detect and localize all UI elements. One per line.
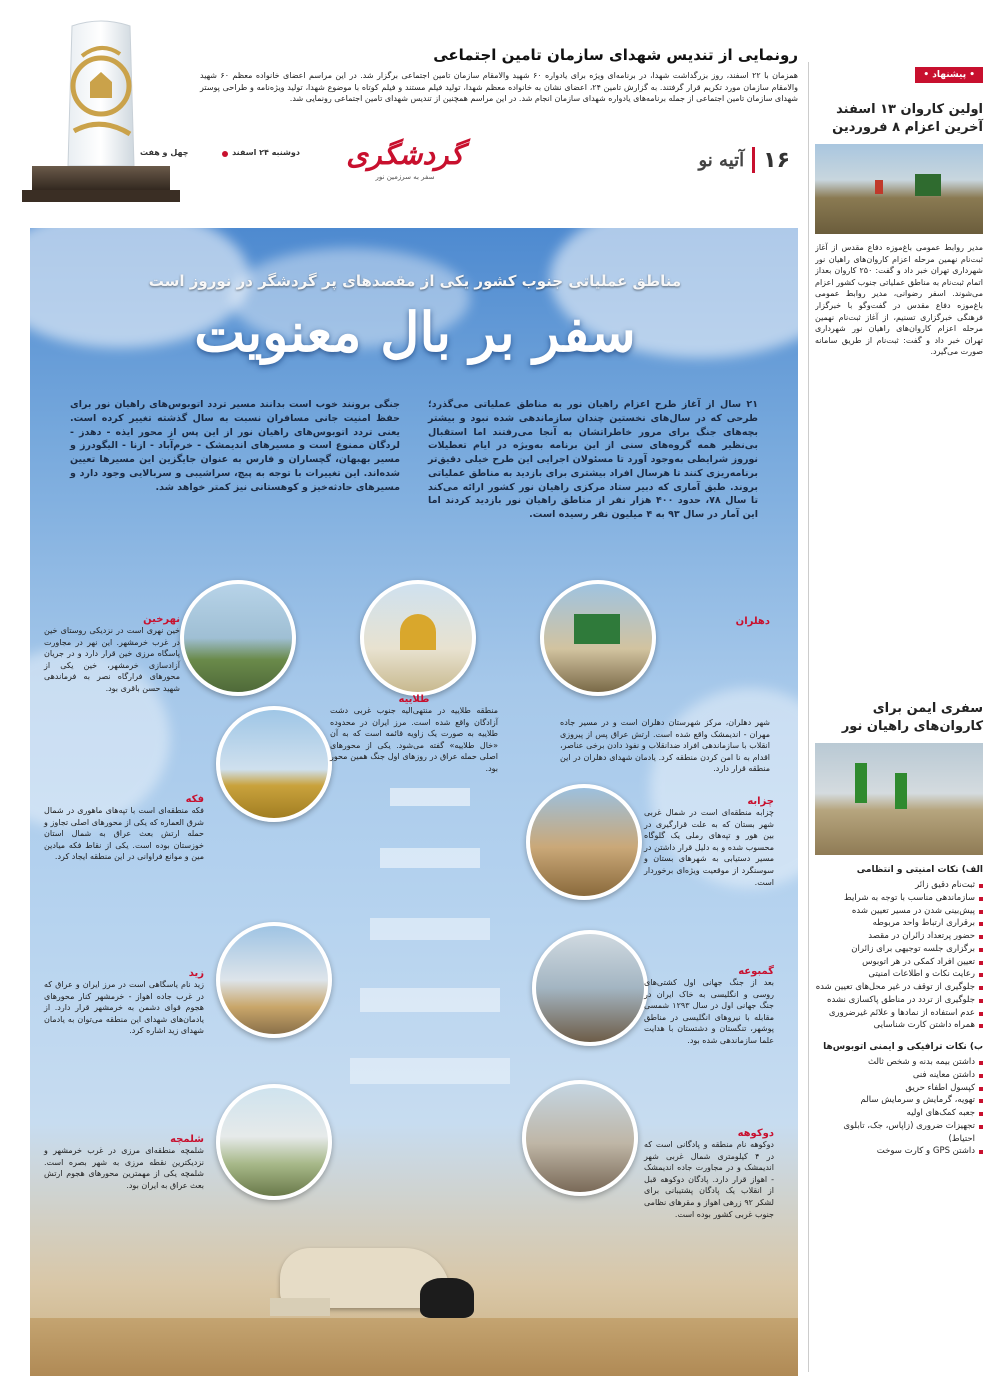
sidebar-tag-label: پیشنهاد [932, 70, 967, 80]
place-text: خین نهری است در نزدیکی روستای خین در غرب خرمشهر. این نهر در مجاورت پاسگاه مرزی خین قرار دارد و در جریان آزادسازی خرمشهر، خین یکی از محورهای فرارگاه نصر به فرماندهی شهید حسن باقری بود. [44, 626, 180, 693]
masthead-title: گردشگری [346, 138, 464, 171]
top-headline: رونمایی از تندیس شهدای سازمان تامین اجتماعی [433, 46, 798, 64]
photo-fakkeh [216, 706, 332, 822]
place-talaieh [330, 694, 498, 775]
list-item: ثبت‌نام دقیق زائر [815, 879, 983, 892]
feature-poster [30, 228, 798, 1376]
place-name: طلاییه [398, 694, 430, 705]
place-dokouheh [644, 1128, 774, 1220]
photo-gambooeh [532, 930, 648, 1046]
photo-talaieh [360, 580, 476, 696]
sidebar-tag: • پیشنهاد • [915, 67, 983, 83]
list-a [815, 879, 983, 1032]
poster-kicker: مناطق عملیاتی جنوب کشور یکی از مقصدهای پر گردشگر در نوروز است [148, 272, 682, 290]
list-item: حضور پر‌تعداد زائران در مقصد [815, 930, 983, 943]
place-text: بعد از جنگ جهانی اول کشتی‌های روسی و انگلیسی به خاک ایران در جنگ جهانی اول در سال ۱۲۹۳ شمسی مقابله با نیروهای انگلیسی در مناطق پوشهر، تنگستان و دشتستان با هدایت علما سازماندهی شده بود. [644, 978, 774, 1045]
list-item: جلوگیری از توقف در غیر محل‌های تعیین شده [815, 981, 983, 994]
list-item: سازماندهی مناسب با توجه به شرایط [815, 892, 983, 905]
sidebar [808, 62, 989, 1372]
list-item: تجهیزات ضروری (زاپاس، جک، تابلوی احتیاط) [815, 1120, 983, 1146]
photo-zeid [216, 922, 332, 1038]
list-item: پیش‌بینی شدن در مسیر تعیین شده [815, 905, 983, 918]
place-name: شلمچه [170, 1134, 204, 1145]
place-text: چزابه منطقه‌ای است در شمال غربی شهر بستان که به علت قرارگیری در بین هور و تپه‌های رملی یک گلوگاه محسوب شده و به دلیل قرار داشتن در مسیر دستیابی به شهرهای بستان و سوسنگرد از موقعیت ویژه‌ای برخوردار است. [644, 808, 774, 887]
flag-icon [895, 773, 907, 809]
place-name: گمبوعه [738, 966, 774, 977]
place-name: چزابه [747, 796, 774, 807]
place-name: زید [188, 968, 204, 979]
masthead-tagline: سفر به سرزمین نور [375, 173, 435, 181]
date-line [140, 148, 300, 157]
list-b [815, 1056, 983, 1158]
photo-nahr-khin [180, 580, 296, 696]
place-name: دوکوهه [737, 1128, 774, 1139]
page-number-block [690, 140, 790, 180]
divider [752, 147, 755, 173]
top-lead: همزمان با ۲۲ اسفند، روز بزرگداشت شهدا، در برنامه‌ای ویژه برای یادواره ۶۰ شهید والامقام سازمان تامین اجتماعی برگزار شد. در این مراسم اعضای خانواده معظم ۶۰ شهید والامقام سازمان مورد تکریم قرار گرفتند. به گزارش تامین ۲۴، اعضای نشان به خانواده معظم شهدا، تولید فیلم مستند و فیلم کوتاه با موضوع شهدا، تولید ویژه‌نامه و طراحی پوستر شهدای سازمان تامین اجتماعی از جمله برنامه‌های یادواره شهدای سازمان انجام شد. در این مراسم همچنین از تندیس شهدای تامین اجتماعی رونمایی شد. [200, 71, 799, 104]
list-item: داشتن معاینه فنی [815, 1069, 983, 1082]
list-item: تعیین افراد کمکی در هر اتوبوس [815, 956, 983, 969]
list-b-title: ب) نکات ترافیکی و ایمنی اتوبوس‌ها [823, 1042, 983, 1053]
top-article [200, 46, 798, 105]
place-text: زید نام یاسگاهی است در مرز ایران و عراق که در غرب جاده اهواز - خرمشهر کنار محورهای هجوم قوای دشمن به خرمشهر قرار دارد. از یادمان‌های شهدای این منطقه می‌توان به یادمان شهدای زید اشاره کرد. [44, 980, 204, 1036]
place-text: دوکوهه نام منطقه و پادگانی است که در ۴ کیلومتری شمال غربی شهر اندیمشک و در مجاورت جاده اندیمشک - اهواز قرار دارد. پادگان دوکوهه قبل از انقلاب یک پادگان پشتیبانی برای لشکر ۹۲ زرهی اهواز و مقرهای نظامی جنوب غربی کشور بوده است. [644, 1140, 775, 1219]
masthead [330, 138, 480, 208]
issue-label: چهل و هفت [140, 148, 189, 157]
list-item: داشتن بیمه بدنه و شخص ثالث [815, 1056, 983, 1069]
list-item: همراه داشتن کارت شناسایی [815, 1019, 983, 1032]
photo-chazabeh [526, 784, 642, 900]
place-name: فکه [185, 794, 204, 805]
list-item: تهویه، گرمایش و سرمایش سالم [815, 1094, 983, 1107]
poster-col-left: جنگی برونند خوب است بدانند مسیر تردد اتوبوس‌های راهیان نور برای حفظ امنیت جانی مسافران نسبت به سال گذشته تغییر کرده است. یعنی تردد اتوبوس‌های راهیان نور از این پس از محور ایذه - دهدز - لردگان ممنوع است و مسیرهای اندیمشک - خرم‌آباد - ازنا - الیگودرز و مسیر بهبهان، گچساران و فارس به عنوان جایگزین این مسیرها تعیین شده‌اند. این تغییرات با توجه به پیچ، سراشیبی و سربالایی وجود دارد و مسیرهای حادثه‌خیز و کوهستانی نیز کمتر خواهد شد. [70, 399, 400, 493]
list-item: کپسول اطفاء حریق [815, 1082, 983, 1095]
list-item: داشتن GPS و کارت سوخت [815, 1145, 983, 1158]
photo-dokouheh [522, 1080, 638, 1196]
place-name: نهرخین [143, 614, 180, 625]
place-shalamcheh [44, 1134, 204, 1191]
list-item: جلوگیری از تردد در مناطق پاکسازی نشده [815, 994, 983, 1007]
section-name: آتیه نو [698, 149, 745, 171]
place-chazabeh [644, 796, 774, 888]
page-number: ۱۶ [763, 147, 790, 173]
praying-figure-image [270, 1188, 510, 1328]
list-item: جعبه کمک‌های اولیه [815, 1107, 983, 1120]
place-name: دهلران [735, 616, 770, 627]
list-a-title: الف) نکات امنیتی و انتظامی [856, 865, 983, 876]
sidebar-title-2: سفری ایمن برای کاروان‌های راهیان نور [841, 701, 983, 734]
cloud-stairs [330, 788, 530, 1118]
sidebar-photo-2 [815, 743, 983, 855]
photo-shalamcheh [216, 1084, 332, 1200]
place-text: شهر دهلران، مرکز شهرستان دهلران است و در مسیر جاده مهران - اندیمشک واقع شده است. ارتش عراق پس از پیروزی انقلاب با سازماندهی افراد ضدانقلاب و نفوذ دادن برخی عناصر، اقدام به نا امن کردن منطقه کرد. یادمان شهدای دهلران در این منطقه قرار دارد. [560, 718, 770, 774]
sidebar-body-1: مدیر روابط عمومی باغ‌موزه دفاع مقدس از آغاز ثبت‌نام نهمین مرحله اعزام کاروان‌های راهیان نور شهرداری تهران خبر داد و گفت: ۲۵۰ کاروان بعداز اتمام ثبت‌نام به مناطق عملیاتی جنوب کشور اعزام می‌شوند. اسفر رضوانی، مدیر روابط عمومی باغ‌موزه دفاع مقدس در گفت‌وگو با خبرگزار فرهنگی خبرگزاری تسنیم، از آغاز ثبت‌نام نهمین مرحله اعزام کاروان‌های راهیان نور شهرداری تهران خبر داد و گفت: ثبت‌نام از طریق سامانه صورت می‌گیرد. [815, 243, 983, 357]
poster-col-right: ۲۱ سال از آغاز طرح اعزام راهیان نور به مناطق عملیاتی می‌گذرد؛ طرحی که در سال‌های نخستین چندان سازماندهی شده نبود و بیشتر بچه‌های جنگ برای مرور خاطراتشان به آنجا می‌رفتند اما استقبال بی‌نظیر همه گروه‌های سنی از این برنامه به‌ویژه در ایام تعطیلات نوروز شرایطی به‌وجود آورد تا مسئولان اجرایی این طرح خیلی دقیق‌تر برنامه‌ریزی کنند تا هرسال افراد بیشتری برای بازدید به مناطق عملیاتی بروند. طبق آماری که دبیر ستاد مرکزی راهیان نور کشور ارائه می‌کند تا سال ۷۸، حدود ۴۰۰ هزار نفر از مناطق راهیان نور بازدید کردند اما این آمار در سال ۹۳ به ۴ میلیون نفر رسیده است. [428, 399, 759, 521]
date-label: دوشنبه ۲۴ اسفند [232, 148, 300, 157]
place-gambooeh [644, 966, 774, 1047]
dot-icon [222, 151, 228, 157]
list-item: برگزاری جلسه توجیهی برای زائران [815, 943, 983, 956]
list-item: برقراری ارتباط واحد مربوطه [815, 917, 983, 930]
place-dehloran [560, 616, 770, 775]
ground [30, 1318, 798, 1376]
place-nahr-khin [44, 614, 180, 695]
place-text: شلمچه منطقه‌ای مرزی در غرب خرمشهر و نزدیکترین نقطه مرزی به شهر بصره است. شلمچه یکی از مهمترین محورهای هجوم ارتش بعث عراق به ایران بود. [44, 1146, 204, 1190]
place-fakkeh [44, 794, 204, 863]
place-text: منطقه طلاییه در منتهی‌الیه جنوب غربی دشت آزادگان واقع شده است. مرز ایران در محدوده طلاییه به صورت یک زاویه قائمه است که به آن «خال طلاییه» گفته می‌شود. یکی از محورهای اصلی حمله عراق در روزهای اول جنگ همین محور بود. [330, 706, 498, 773]
sign-board [915, 174, 941, 196]
list-item: رعایت نکات و اطلاعات امنیتی [815, 968, 983, 981]
flag-icon [875, 180, 883, 194]
place-zeid [44, 968, 204, 1037]
poster-title: سفر بر بال معنویت [194, 300, 636, 364]
place-text: فکه منطقه‌ای است با تپه‌های ماهوری در شمال شرق العماره که یکی از محورهای اصلی تجاوز و حمله ارتش بعث عراق به شمال استان خوزستان بوده است. یکی از نقاط فکه میادین مین و موانع فراوانی در این منطقه ایجاد کرد. [44, 806, 204, 862]
list-item: عدم استفاده از نمادها و علائم غیرضروری [815, 1007, 983, 1020]
sidebar-title-1: اولین کاروان ۱۳ اسفند آخرین اعزام ۸ فروردین [832, 102, 983, 135]
award-statue-image [12, 16, 190, 206]
flag-icon [855, 763, 867, 803]
sidebar-photo-1 [815, 144, 983, 234]
